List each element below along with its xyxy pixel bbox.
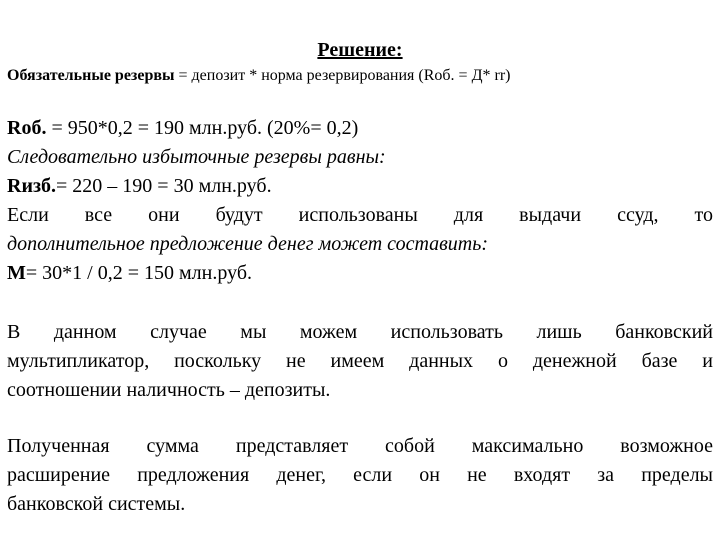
conclusion-line-3: банковской системы. [7,493,186,515]
reserve-definition-formula: = депозит * норма резервирования (Rоб. = Д* rr) [174,67,511,84]
multiplier-line-1: В данном случае мы можем использовать лишь банковский [7,321,713,343]
conclusion-line-2: расширение предложения денег, если он не входят за пределы [7,464,713,486]
required-reserves-value: = 950*0,2 = 190 млн.руб. (20%= 0,2) [46,117,359,139]
reserve-definition [7,66,713,86]
calculation-block [7,114,713,288]
money-supply-intro: дополнительное предложение денег может составить: [7,233,489,255]
loans-condition-line: Если все они будут использованы для выдачи ссуд, то [7,204,713,226]
slide-title: Решение: [317,39,403,61]
multiplier-line-3: соотношении наличность – депозиты. [7,379,331,401]
conclusion-line-1: Полученная сумма представляет собой максимально возможное [7,435,713,457]
money-supply-value: = 30*1 / 0,2 = 150 млн.руб. [25,262,252,284]
reserve-definition-term: Обязательные резервы [7,67,175,84]
multiplier-paragraph [7,318,713,405]
required-reserves-symbol: Rоб. [7,117,47,139]
money-supply-symbol: М [7,262,26,284]
excess-reserves-value: = 220 – 190 = 30 млн.руб. [56,175,272,197]
excess-reserves-intro: Следовательно избыточные резервы равны: [7,146,386,168]
conclusion-paragraph [7,432,713,519]
excess-reserves-line [7,172,713,201]
excess-reserves-symbol: Rизб. [7,175,57,197]
multiplier-line-2: мультипликатор, поскольку не имеем данных о денежной базе и [7,350,713,372]
required-reserves-line [7,114,713,143]
money-supply-line [7,259,713,288]
